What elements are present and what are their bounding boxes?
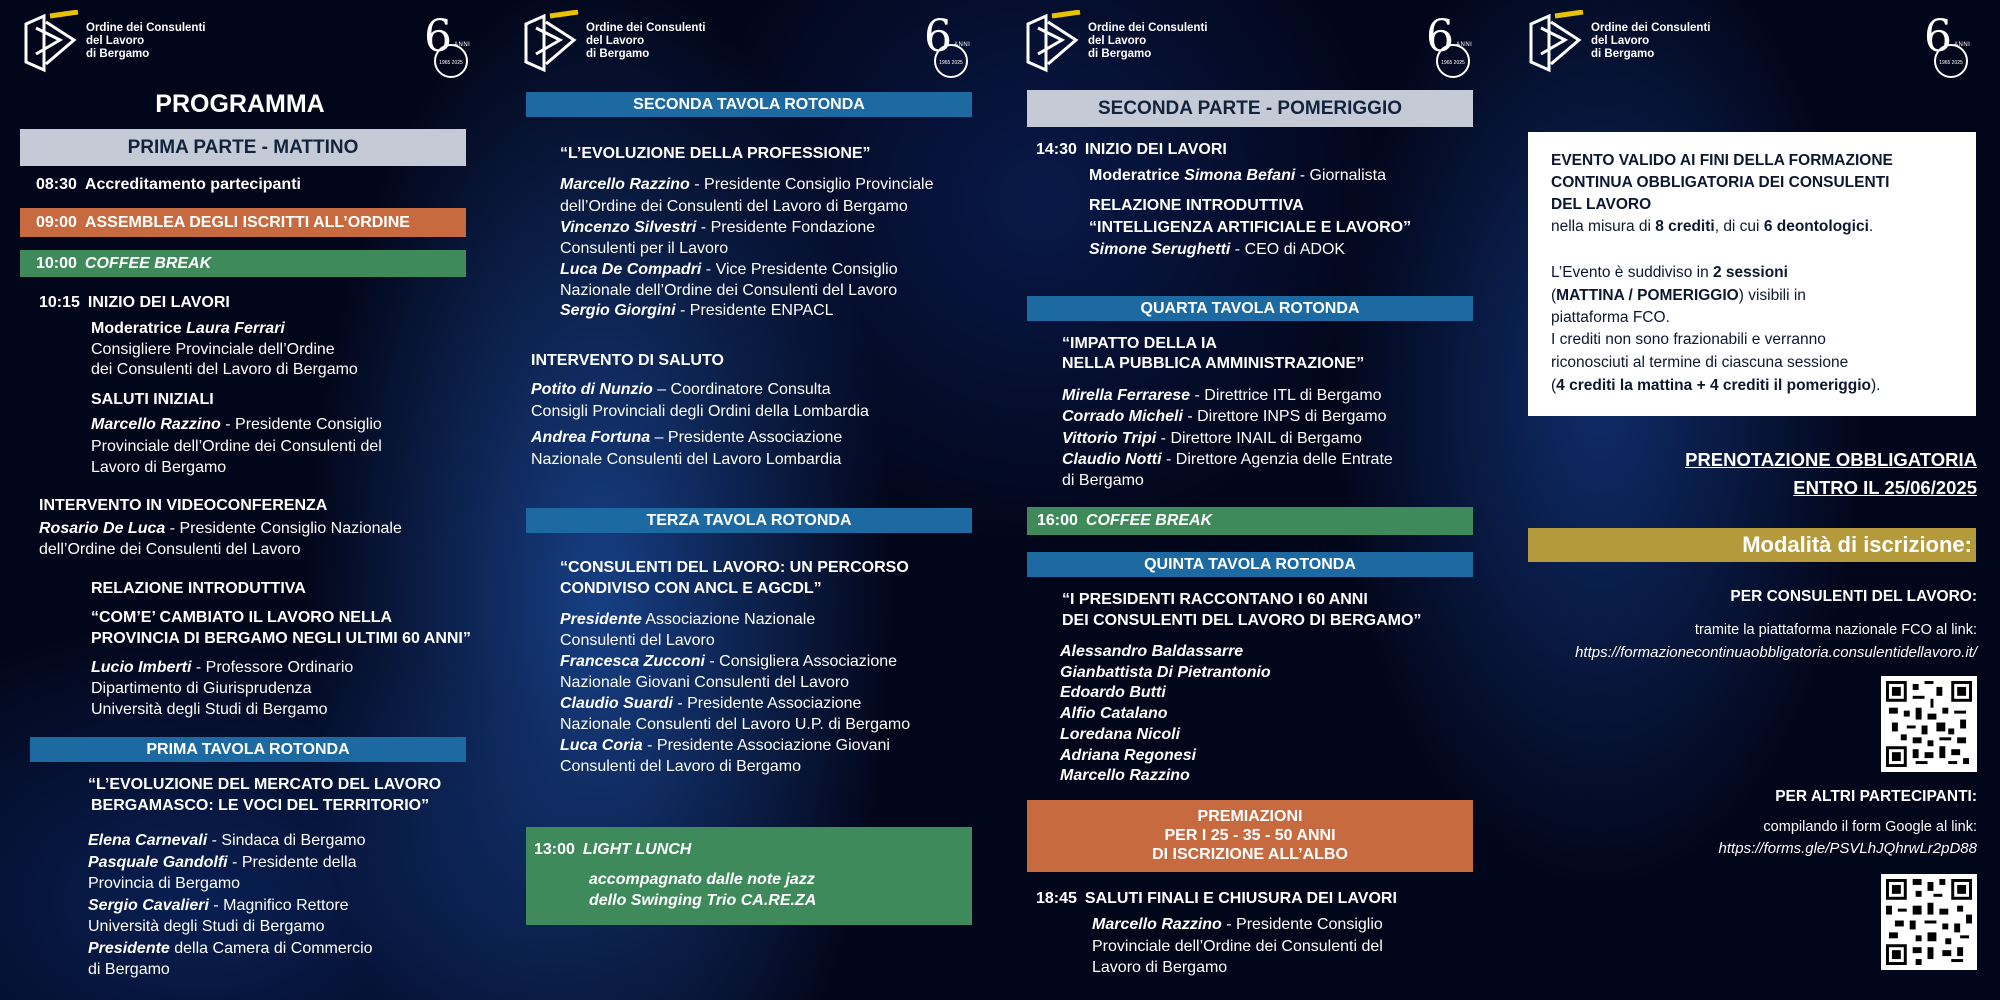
greeting-speaker-1-role-line2: Consigli Provinciali degli Ordini della Lombardia xyxy=(531,403,869,420)
credits-note-line3: (4 crediti la mattina + 4 crediti il pomeriggio). xyxy=(1551,377,1881,394)
lunch-box xyxy=(526,827,972,925)
org-name: Ordine dei Consulenti del Lavoro di Bergamo xyxy=(1591,22,1711,60)
rt4-panelist-1: Mirella Ferrarese - Direttrice ITL di Bergamo xyxy=(1062,387,1382,404)
closing-speaker: Marcello Razzino - Presidente Consiglio xyxy=(1092,916,1383,933)
part-title-afternoon: SECONDA PARTE - POMERIGGIO xyxy=(1027,90,1473,127)
credits-note-line1: I crediti non sono frazionabili e verranno xyxy=(1551,331,1826,348)
lunch-subtitle-line1: accompagnato dalle note jazz xyxy=(589,871,815,888)
greetings-role-line2: Provinciale dell’Ordine dei Consulenti del xyxy=(91,438,382,455)
rt3-panelist-1: Presidente Associazione Nazionale xyxy=(560,611,816,628)
panel-round-tables xyxy=(520,0,980,1000)
ai-talk-subtitle: “INTELLIGENZA ARTIFICIALE E LAVORO” xyxy=(1089,219,1412,236)
round-table-4-subtitle-line1: “IMPATTO DELLA IA xyxy=(1062,335,1217,352)
anniversary-badge: 6 ANNI 1965 2025 xyxy=(920,14,980,82)
greetings-speaker: Marcello Razzino - Presidente Consiglio xyxy=(91,416,382,433)
agenda-1430: 14:30 INIZIO DEI LAVORI xyxy=(1036,141,1227,158)
rt1-panelist-2: Pasquale Gandolfi - Presidente della xyxy=(88,854,357,871)
moderator-1-role-line1: Consigliere Provinciale dell’Ordine xyxy=(91,341,335,358)
intro-talk-title: RELAZIONE INTRODUTTIVA xyxy=(91,580,306,597)
moderator-1-role-line2: dei Consulenti del Lavoro di Bergamo xyxy=(91,361,358,378)
intro-talk-role-line3: Università degli Studi di Bergamo xyxy=(91,701,328,718)
agenda-1015: 10:15 INIZIO DEI LAVORI xyxy=(39,294,230,311)
president-name: Edoardo Butti xyxy=(1060,684,1166,701)
labour-consultants-text: tramite la piattaforma nazionale FCO al link: xyxy=(1694,622,1977,638)
rt1-panelist-3-role-line2: Università degli Studi di Bergamo xyxy=(88,918,325,935)
ai-talk-speaker: Simone Serughetti - CEO di ADOK xyxy=(1089,241,1346,258)
rt2-panelist-1: Marcello Razzino - Presidente Consiglio Provinciale xyxy=(560,176,934,193)
rt1-panelist-4: Presidente della Camera di Commercio xyxy=(88,940,373,957)
qr-code-icon xyxy=(1886,879,1972,965)
closing-role-line2: Provinciale dell’Ordine dei Consulenti del xyxy=(1092,938,1383,955)
rt3-panelist-3: Claudio Suardi - Presidente Associazione xyxy=(560,695,862,712)
panel-header xyxy=(1525,0,1980,82)
rt2-panelist-2-role-line2: Consulenti per il Lavoro xyxy=(560,240,729,257)
greeting-speaker-1: Potito di Nunzio – Coordinatore Consulta xyxy=(531,381,831,398)
round-table-3-subtitle-line1: “CONSULENTI DEL LAVORO: UN PERCORSO xyxy=(560,559,909,576)
panel-registration xyxy=(1525,0,1980,1000)
moderator-1: Moderatrice Laura Ferrari xyxy=(91,320,285,337)
anniversary-badge: 6 ANNI 1965 2025 xyxy=(1920,14,1980,82)
awards-title: PREMIAZIONI xyxy=(1197,808,1303,825)
round-table-4-subtitle-line2: NELLA PUBBLICA AMMINISTRAZIONE” xyxy=(1062,355,1365,372)
credits-amount: nella misura di 8 crediti, di cui 6 deontologici. xyxy=(1551,218,1874,235)
rt1-panelist-1: Elena Carnevali - Sindaca di Bergamo xyxy=(88,832,366,849)
google-form-link[interactable]: https://forms.gle/PSVLhJQhrwLr2pD88 xyxy=(1718,840,1977,857)
closing-role-line3: Lavoro di Bergamo xyxy=(1092,959,1228,976)
fco-platform-link[interactable]: https://formazionecontinuaobbligatoria.consulentidellavoro.it/ xyxy=(1575,644,1977,661)
round-table-2-bar: SECONDA TAVOLA ROTONDA xyxy=(526,92,972,117)
moderator-2: Moderatrice Simona Befani - Giornalista xyxy=(1089,167,1386,184)
intro-talk-subtitle-line1: “COM’E’ CAMBIATO IL LAVORO NELLA xyxy=(91,609,393,626)
rt2-panelist-3-role-line2: Nazionale dell’Ordine dei Consulenti del Lavoro xyxy=(560,282,898,299)
labour-consultants-title: PER CONSULENTI DEL LAVORO: xyxy=(1730,588,1977,605)
video-title: INTERVENTO IN VIDEOCONFERENZA xyxy=(39,497,328,514)
greeting-talk-title: INTERVENTO DI SALUTO xyxy=(531,352,724,369)
round-table-1-bar: PRIMA TAVOLA ROTONDA xyxy=(30,737,466,762)
rt2-panelist-4: Sergio Giorgini - Presidente ENPACL xyxy=(560,302,834,319)
rt3-panelist-2-role-line2: Nazionale Giovani Consulenti del Lavoro xyxy=(560,674,850,691)
video-speaker: Rosario De Luca - Presidente Consiglio Nazionale xyxy=(39,520,402,537)
sessions-line3: piattaforma FCO. xyxy=(1551,309,1670,326)
panel-header xyxy=(1022,0,1482,82)
sessions-line2: (MATTINA / POMERIGGIO) visibili in xyxy=(1551,287,1806,304)
org-name: Ordine dei Consulenti del Lavoro di Bergamo xyxy=(86,22,206,60)
rt1-panelist-4-role-line2: di Bergamo xyxy=(88,961,170,978)
ordine-logo-icon xyxy=(20,10,82,76)
qr-code-icon xyxy=(1886,681,1972,767)
anniversary-badge: 6 ANNI 1965 2025 xyxy=(420,14,480,82)
awards-line3: DI ISCRIZIONE ALL’ALBO xyxy=(1152,846,1348,863)
panel-header xyxy=(520,0,980,82)
intro-talk-speaker: Lucio Imberti - Professore Ordinario xyxy=(91,659,354,676)
other-participants-text: compilando il form Google al link: xyxy=(1763,819,1977,835)
booking-required-line1: PRENOTAZIONE OBBLIGATORIA xyxy=(1685,449,1977,470)
booking-deadline: ENTRO IL 25/06/2025 xyxy=(1793,477,1977,498)
ordine-logo-icon xyxy=(520,10,582,76)
greetings-title: SALUTI INIZIALI xyxy=(91,391,214,408)
rt4-panelist-4: Claudio Notti - Direttore Agenzia delle Entrate xyxy=(1062,451,1393,468)
president-name: Adriana Regonesi xyxy=(1060,747,1197,764)
round-table-2-subtitle: “L’EVOLUZIONE DELLA PROFESSIONE” xyxy=(560,145,871,162)
credits-heading-line3: DEL LAVORO xyxy=(1551,196,1652,213)
greetings-role-line3: Lavoro di Bergamo xyxy=(91,459,227,476)
agenda-0830: 08:30 Accreditamento partecipanti xyxy=(36,176,301,193)
credits-box xyxy=(1528,132,1976,416)
president-name: Gianbattista Di Pietrantonio xyxy=(1060,664,1271,681)
rt3-panelist-4: Luca Coria - Presidente Associazione Giovani xyxy=(560,737,890,754)
round-table-1-subtitle-line1: “L’EVOLUZIONE DEL MERCATO DEL LAVORO xyxy=(88,776,442,793)
lunch-title: 13:00 LIGHT LUNCH xyxy=(534,841,692,858)
agenda-1845: 18:45 SALUTI FINALI E CHIUSURA DEI LAVORI xyxy=(1036,890,1397,907)
rt2-panelist-1-role-line2: dell’Ordine dei Consulenti del Lavoro di Bergamo xyxy=(560,198,908,215)
intro-talk-subtitle-line2: PROVINCIA DI BERGAMO NEGLI ULTIMI 60 ANNI” xyxy=(91,630,471,647)
rt3-panelist-1-role-line2: Consulenti del Lavoro xyxy=(560,632,715,649)
round-table-4-bar: QUARTA TAVOLA ROTONDA xyxy=(1027,296,1473,321)
rt3-panelist-4-role-line2: Consulenti del Lavoro di Bergamo xyxy=(560,758,802,775)
sessions-line1: L’Evento è suddiviso in 2 sessioni xyxy=(1551,264,1788,281)
rt3-panelist-2: Francesca Zucconi - Consigliera Associazione xyxy=(560,653,898,670)
agenda-1600-bar: 16:00 COFFEE BREAK xyxy=(1027,507,1473,535)
ordine-logo-icon xyxy=(1525,10,1587,76)
panel-header xyxy=(20,0,480,82)
round-table-5-bar: QUINTA TAVOLA ROTONDA xyxy=(1027,552,1473,577)
greeting-speaker-2: Andrea Fortuna – Presidente Associazione xyxy=(531,429,843,446)
lunch-subtitle-line2: dello Swinging Trio CA.RE.ZA xyxy=(589,892,817,909)
rt1-panelist-3: Sergio Cavalieri - Magnifico Rettore xyxy=(88,897,349,914)
rt4-panelist-4-role-line2: di Bergamo xyxy=(1062,472,1144,489)
panel-afternoon xyxy=(1022,0,1482,1000)
registration-methods-bar: Modalità di iscrizione: xyxy=(1528,528,1976,562)
greeting-speaker-2-role-line2: Nazionale Consulenti del Lavoro Lombardia xyxy=(531,451,842,468)
qr-code-fco[interactable] xyxy=(1881,676,1977,772)
round-table-1-subtitle-line2: BERGAMASCO: LE VOCI DEL TERRITORIO” xyxy=(91,797,430,814)
president-name: Alfio Catalano xyxy=(1060,705,1168,722)
qr-code-google-form[interactable] xyxy=(1881,874,1977,970)
agenda-1000-bar: 10:00 COFFEE BREAK xyxy=(20,250,466,277)
awards-line2: PER I 25 - 35 - 50 ANNI xyxy=(1164,827,1336,844)
round-table-3-subtitle-line2: CONDIVISO CON ANCL E AGCDL” xyxy=(560,580,822,597)
credits-note-line2: riconosciuti al termine di ciascuna sessione xyxy=(1551,354,1849,371)
ordine-logo-icon xyxy=(1022,10,1084,76)
org-name: Ordine dei Consulenti del Lavoro di Bergamo xyxy=(586,22,706,60)
round-table-3-bar: TERZA TAVOLA ROTONDA xyxy=(526,508,972,533)
rt4-panelist-3: Vittorio Tripi - Direttore INAIL di Bergamo xyxy=(1062,430,1362,447)
president-name: Marcello Razzino xyxy=(1060,767,1190,784)
rt2-panelist-2: Vincenzo Silvestri - Presidente Fondazione xyxy=(560,219,876,236)
awards-box xyxy=(1027,800,1473,872)
president-name: Alessandro Baldassarre xyxy=(1060,643,1244,660)
other-participants-title: PER ALTRI PARTECIPANTI: xyxy=(1775,788,1977,805)
president-name: Loredana Nicoli xyxy=(1060,726,1181,743)
programme-title: PROGRAMMA xyxy=(155,90,325,118)
rt4-panelist-2: Corrado Micheli - Direttore INPS di Bergamo xyxy=(1062,408,1387,425)
rt3-panelist-3-role-line2: Nazionale Consulenti del Lavoro U.P. di Bergamo xyxy=(560,716,911,733)
round-table-5-subtitle-line1: “I PRESIDENTI RACCONTANO I 60 ANNI xyxy=(1062,591,1368,608)
anniversary-badge: 6 ANNI 1965 2025 xyxy=(1422,14,1482,82)
intro-talk-role-line2: Dipartimento di Giurisprudenza xyxy=(91,680,312,697)
panel-morning xyxy=(20,0,480,1000)
ai-talk-title: RELAZIONE INTRODUTTIVA xyxy=(1089,197,1304,214)
part-title-morning: PRIMA PARTE - MATTINO xyxy=(20,129,466,166)
rt2-panelist-3: Luca De Compadri - Vice Presidente Consiglio xyxy=(560,261,898,278)
round-table-5-subtitle-line2: DEI CONSULENTI DEL LAVORO DI BERGAMO” xyxy=(1062,612,1422,629)
org-name: Ordine dei Consulenti del Lavoro di Bergamo xyxy=(1088,22,1208,60)
agenda-0900-bar: 09:00 ASSEMBLEA DEGLI ISCRITTI ALL’ORDINE xyxy=(20,208,466,237)
video-role-line2: dell’Ordine dei Consulenti del Lavoro xyxy=(39,541,301,558)
credits-heading-line1: EVENTO VALIDO AI FINI DELLA FORMAZIONE xyxy=(1551,152,1893,169)
credits-heading-line2: CONTINUA OBBLIGATORIA DEI CONSULENTI xyxy=(1551,174,1890,191)
rt1-panelist-2-role-line2: Provincia di Bergamo xyxy=(88,875,241,892)
